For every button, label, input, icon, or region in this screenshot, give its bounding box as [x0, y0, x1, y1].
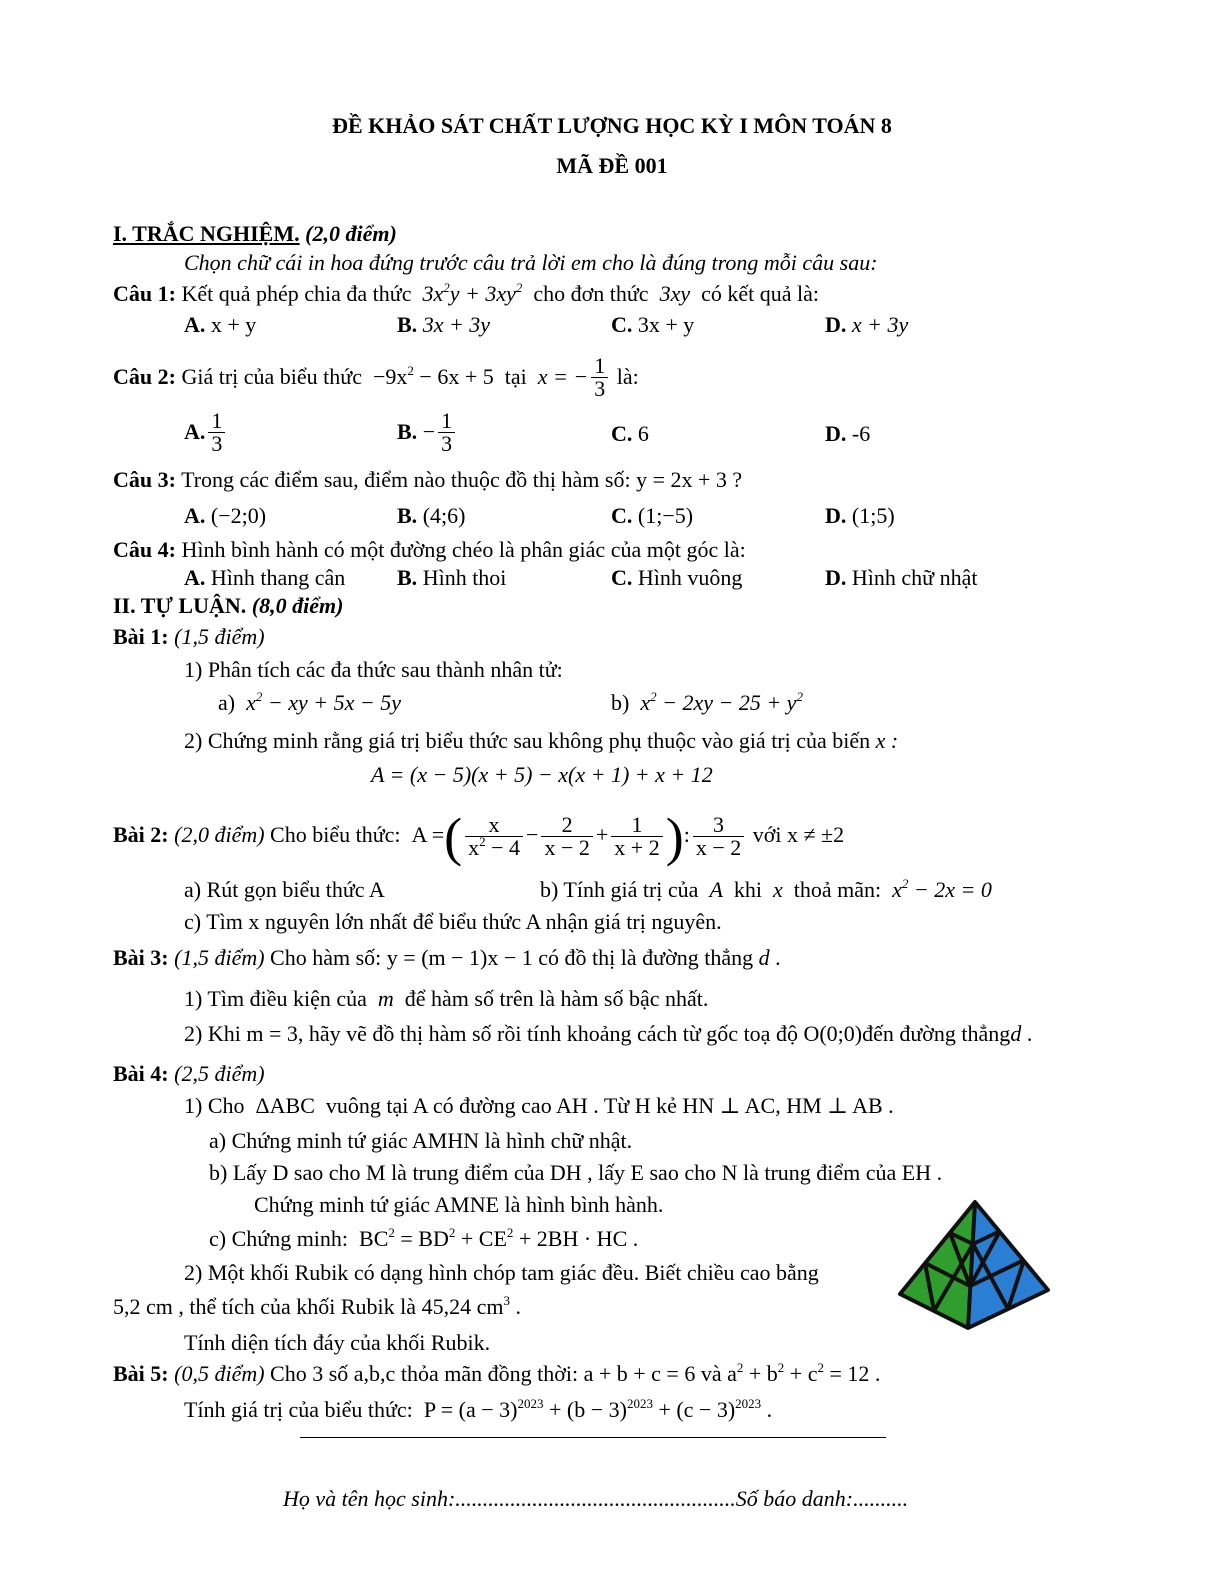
bai1-expression: A = (x − 5)(x + 5) − x(x + 1) + x + 12 [371, 762, 713, 787]
q3-option-a [184, 503, 266, 529]
option-letter: C. [611, 312, 633, 337]
q2-text-c: là: [616, 364, 639, 389]
bai4-b2: Chứng minh tứ giác AMNE là hình bình hành. [254, 1192, 664, 1217]
bai4-p1-text: 1) Cho [184, 1093, 245, 1118]
q1-text-c: có kết quả là: [701, 281, 820, 306]
bai5-label: Bài 5: [113, 1361, 169, 1386]
option-letter: A. [184, 312, 206, 337]
q4-option-a [184, 565, 345, 591]
bai4-p1-text2: vuông tại A có đường cao AH . Từ H kẻ [325, 1093, 677, 1118]
bai3-text: Cho hàm số: [270, 945, 382, 970]
option-text: Hình thang cân [210, 565, 346, 590]
bai2-b-text: b) Tính giá trị của [540, 877, 699, 902]
q4-option-c [611, 565, 742, 591]
option-text: (4;6) [422, 503, 466, 528]
q2-expression: $-9x^2 - 6x + 5$ [367, 363, 500, 389]
option-letter: D. [825, 421, 847, 446]
option-letter: B. [397, 565, 418, 590]
bai1-poly-a: $x^2$ − xy + 5x − 5y [240, 689, 401, 715]
bai5-p-text: Tính giá trị của biểu thức: [184, 1397, 413, 1422]
bai5-vars: a,b,c [353, 1361, 396, 1386]
q2-text-a: Giá trị của biểu thức [181, 364, 362, 389]
q3-option-d [825, 503, 895, 529]
q3-label: Câu 3: [113, 467, 176, 492]
option-fraction: $\frac{1}{3}$ [438, 410, 455, 455]
option-letter: B. [397, 419, 418, 444]
q2-text-b: tại [504, 364, 527, 389]
bai4-label: Bài 4: [113, 1061, 169, 1086]
student-id-field[interactable]: Số báo danh:.......... [735, 1486, 909, 1511]
bai2-cond-word: với [752, 822, 782, 847]
item-label: b) [611, 690, 630, 715]
q1-text-b: cho đơn thức [533, 281, 649, 306]
bai2-c: c) Tìm x nguyên lớn nhất để biểu thức A nhận giá trị nguyên. [184, 909, 722, 934]
bai2-b-text3: thoả mãn: [793, 877, 882, 902]
option-letter: B. [397, 312, 418, 337]
bai3-formula: y = (m − 1)x − 1 [386, 945, 533, 970]
option-letter: D. [825, 565, 847, 590]
part1-points: (2,0 điểm) [305, 221, 397, 246]
part1-heading-line [113, 221, 397, 247]
bai2-text: Cho biểu thức: [270, 822, 401, 847]
q1-option-c [611, 312, 694, 338]
item-label: a) [218, 690, 236, 715]
bai3-var-m: m [372, 986, 400, 1011]
part2-points: (8,0 điểm) [251, 593, 344, 618]
q2-label: Câu 2: [113, 364, 176, 389]
option-text: (−2;0) [210, 503, 267, 528]
q1-option-b [397, 312, 490, 338]
option-letter: D. [825, 312, 847, 337]
option-text: Hình thoi [422, 565, 507, 590]
bai5-eq1: a + b + c = 6 [583, 1361, 696, 1386]
part1-heading: I. TRẮC NGHIỆM. [113, 221, 300, 246]
exam-code: MÃ ĐỀ 001 [556, 153, 668, 178]
bai3-p2: 2) Khi m = 3, hãy vẽ đồ thị hàm số rồi tính khoảng cách từ gốc toạ độ O(0;0)đến đường thẳngd . [184, 1021, 1033, 1046]
option-text: -6 [851, 421, 871, 446]
option-text: Hình chữ nhật [851, 565, 978, 590]
bai5-expression: $P = (a - 3)^{2023} + (b - 3)^{2023} + (c - 3)^{2023}$ . [418, 1396, 773, 1422]
option-letter: A. [184, 419, 206, 444]
q3-option-c [611, 503, 693, 529]
bai5-p [184, 1397, 772, 1423]
bai4-c-text: c) Chứng minh: [209, 1226, 349, 1251]
bai5-and: và [700, 1361, 722, 1386]
bai5-text2: thỏa mãn đồng thời: [400, 1361, 579, 1386]
option-text: Hình vuông [637, 565, 743, 590]
bai4-p2-volume: 45,24 cm [421, 1294, 504, 1319]
bai3-points: (1,5 điểm) [174, 945, 265, 970]
q4-text: Hình bình hành có một đường chéo là phân giác của một góc là: [181, 537, 746, 562]
bai3-p2-origin: O(0;0) [803, 1021, 863, 1046]
bai3-label: Bài 3: [113, 945, 169, 970]
q1-text-a: Kết quả phép chia đa thức [181, 281, 412, 306]
q1-option-a [184, 312, 256, 338]
q3-option-b [397, 503, 465, 529]
option-letter: C. [611, 565, 633, 590]
bai1-poly-b: $x^2 - 2xy - 25 + y^2$ [634, 689, 803, 715]
q2-option-c [611, 421, 649, 447]
bai5-eq2: $a^2 + b^2 + c^2 = 12$ . [727, 1360, 881, 1386]
option-text: 3x + y [637, 312, 695, 337]
bai4-triangle: ΔABC [250, 1093, 321, 1118]
bai2-b-text2: khi [733, 877, 763, 902]
bai2-a: a) Rút gọn biểu thức A [184, 877, 385, 902]
part2-heading-line [113, 593, 343, 619]
bai3-p1-text: 1) Tìm điều kiện của [184, 986, 367, 1011]
q4-option-b [397, 565, 506, 591]
bai4-heading [113, 1061, 265, 1087]
bai4-p1 [184, 1093, 894, 1119]
bai1-p2 [184, 728, 898, 754]
part1-instruction: Chọn chữ cái in hoa đứng trước câu trả lời em cho là đúng trong mỗi câu sau: [184, 250, 878, 275]
q2-option-b: B. − $\frac{1}{3}$ [397, 410, 458, 455]
q3-text: Trong các điểm sau, điểm nào thuộc đồ thị hàm số: [181, 467, 631, 492]
option-letter: C. [611, 503, 633, 528]
part2-heading: II. TỰ LUẬN. [113, 593, 247, 618]
bai4-c-equation: $BC^2 = BD^2 + CE^2 + 2BH$ · HC . [353, 1225, 639, 1251]
question-4 [113, 537, 746, 563]
bai3-p1-text2: để hàm số trên là hàm số bậc nhất. [404, 986, 709, 1011]
bai4-p2c: Tính diện tích đáy của khối Rubik. [184, 1330, 491, 1355]
bai1-p2-var: x : [875, 728, 899, 753]
option-text: x + 3y [851, 312, 909, 337]
bai3-line-d: d [758, 945, 770, 970]
bai3-p2-text: 2) Khi [184, 1021, 241, 1046]
question-1 [113, 281, 819, 307]
bai1-heading [113, 624, 265, 650]
bai1-p2-text: 2) Chứng minh rằng giá trị biểu thức sau không phụ thuộc vào giá trị của biến [184, 728, 871, 753]
bai2-b-var-a: A [703, 877, 729, 902]
bai2-b [540, 877, 992, 903]
option-text: 6 [637, 421, 649, 446]
bai3-p2-d: d [1010, 1021, 1022, 1046]
bai4-points: (2,5 điểm) [174, 1061, 265, 1086]
option-text: (1;5) [851, 503, 895, 528]
option-text: 3x + 3y [422, 312, 491, 337]
q2-option-d [825, 421, 870, 447]
bai2-heading [113, 805, 844, 865]
q1-polynomial: $3x^2y + 3xy^2$ [416, 280, 523, 306]
bai4-b1: b) Lấy D sao cho M là trung điểm của DH , lấy E sao cho N là trung điểm của EH . [209, 1160, 943, 1185]
bai5-heading [113, 1361, 880, 1387]
option-letter: B. [397, 503, 418, 528]
q4-option-d [825, 565, 977, 591]
option-letter: A. [184, 565, 206, 590]
bai2-b-equation: $x^2 - 2x = 0$ [886, 876, 992, 902]
bai3-heading: Bài 3: (1,5 điểm) Cho hàm số: y = (m − 1)x − 1 có đồ thị là đường thẳng d . [113, 945, 781, 970]
q1-monomial: 3xy [654, 281, 696, 306]
option-letter: A. [184, 503, 206, 528]
bai2-cond: x ≠ ±2 [786, 822, 845, 847]
bai3-p2-text3: đến đường thẳng [862, 1021, 1011, 1046]
option-fraction: $\frac{1}{3}$ [208, 410, 225, 455]
bai1-p1b [611, 690, 803, 716]
bai5-text: Cho 3 số [270, 1361, 349, 1386]
q1-label: Câu 1: [113, 281, 176, 306]
bai3-text2: có đồ thị là đường thẳng [538, 945, 754, 970]
q1-option-d [825, 312, 908, 338]
question-3 [113, 467, 742, 493]
bai4-p2: 2) Một khối Rubik có dạng hình chóp tam giác đều. Biết chiều cao bằng [184, 1260, 819, 1285]
option-letter: C. [611, 421, 633, 446]
bai1-p1: 1) Phân tích các đa thức sau thành nhân tử: [184, 657, 563, 682]
footer-fields [283, 1486, 908, 1512]
bai2-b-var-x: x [767, 877, 789, 902]
q2-x-value: x = − [532, 364, 589, 389]
bai4-p2b-text: 5,2 cm , thể tích của khối Rubik là [113, 1294, 417, 1319]
student-name-field[interactable]: Họ và tên học sinh:................................................... [283, 1486, 736, 1511]
bai1-p1a [218, 690, 401, 716]
bai4-p2b: 5,2 cm , thể tích của khối Rubik là 45,24 $cm^3$ . [113, 1293, 521, 1319]
bai4-a: a) Chứng minh tứ giác AMHN là hình chữ nhật. [209, 1128, 633, 1153]
option-text: (1;−5) [637, 503, 694, 528]
option-text: x + y [210, 312, 257, 337]
bai3-p2-m: m = 3 [246, 1021, 298, 1046]
rubik-pyramid-image [896, 1198, 1056, 1332]
bai4-p1-text3: HN ⊥ AC, HM ⊥ AB . [682, 1093, 894, 1118]
question-2 [113, 355, 639, 400]
document-title: ĐỀ KHẢO SÁT CHẤT LƯỢNG HỌC KỲ I MÔN TOÁN 8 [332, 113, 892, 138]
bai3-p1 [184, 986, 708, 1012]
q2-fraction: $\frac{1}{3}$ [591, 355, 608, 400]
option-letter: D. [825, 503, 847, 528]
bai1-label: Bài 1: [113, 624, 169, 649]
bai1-points: (1,5 điểm) [174, 624, 265, 649]
bai2-expression: A =( $\frac{x}{x^2 - 4}$ − $\frac{2}{x - 2}$ + $\frac{1}{x + 2}$ ): $\frac{3}{x - 2}$ [406, 822, 747, 847]
bai4-c [209, 1226, 638, 1252]
q3-formula: y = 2x + 3 ? [636, 467, 743, 492]
q4-label: Câu 4: [113, 537, 176, 562]
bai3-p2-text2: , hãy vẽ đồ thị hàm số rồi tính khoảng cách từ gốc toạ độ [297, 1021, 798, 1046]
bai2-label: Bài 2: [113, 822, 169, 847]
divider-line [300, 1437, 886, 1438]
bai5-points: (0,5 điểm) [174, 1361, 265, 1386]
q2-option-a [184, 410, 228, 455]
bai2-points: (2,0 điểm) [174, 822, 265, 847]
